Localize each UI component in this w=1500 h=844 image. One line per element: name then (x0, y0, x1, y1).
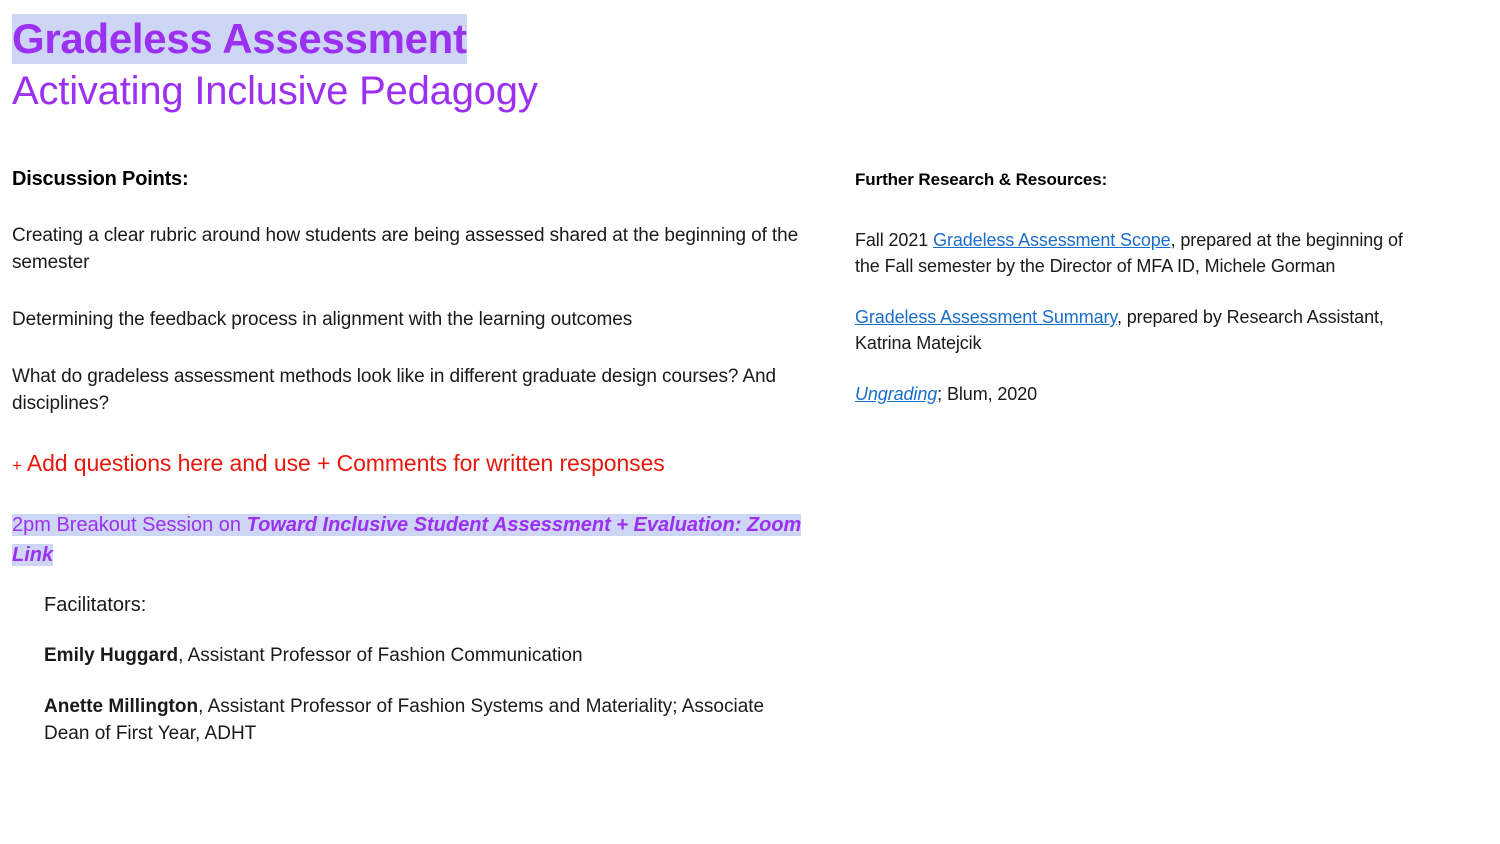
add-questions-prompt-text: Add questions here and use + Comments for written responses (21, 449, 665, 476)
facilitator-name: Emily Huggard (44, 644, 179, 666)
discussion-heading: Discussion Points: (12, 168, 189, 190)
facilitator-name: Anette Millington (44, 695, 199, 717)
facilitator-role: , Assistant Professor of Fashion Systems and Materiality; Associate Dean of First Year, ADHT (44, 695, 765, 744)
breakout-zoom-link[interactable]: Assessment + Evaluation: Zoom Link (12, 513, 802, 566)
discussion-point: What do gradeless assessment methods look like in different graduate design courses? And disciplines? (12, 365, 776, 414)
facilitators-block (44, 594, 802, 748)
resource-suffix: ; Blum, 2020 (937, 384, 1038, 405)
resource-link[interactable]: Ungrading (855, 384, 938, 405)
discussion-column (12, 168, 802, 771)
facilitator-entry (44, 694, 802, 748)
resource-link[interactable]: Gradeless Assessment Scope (933, 230, 1171, 250)
facilitator-role: , Assistant Professor of Fashion Communication (178, 644, 583, 666)
resources-column (855, 170, 1415, 434)
resource-link[interactable]: Gradeless Assessment Summary (855, 307, 1117, 328)
discussion-point: Creating a clear rubric around how students are being assessed shared at the beginning of the semester (12, 225, 799, 273)
add-questions-prompt (12, 448, 802, 480)
resources-heading: Further Research & Resources: (855, 170, 1108, 189)
slide-title: Gradeless Assessment (12, 15, 467, 62)
breakout-lead: 2pm Breakout Session on (12, 513, 247, 536)
facilitators-label: Facilitators: (44, 593, 147, 616)
plus-sign: + (12, 455, 22, 475)
discussion-point: Determining the feedback process in alignment with the learning outcomes (12, 308, 633, 330)
breakout-emphasis-first: Toward Inclusive Student (246, 513, 493, 536)
resource-prefix: Fall 2021 (855, 230, 934, 250)
resource-suffix: , prepared at the beginning of the Fall semester by the Director of MFA ID, Michele Gorman (855, 230, 1403, 276)
resource-suffix: , prepared by Research Assistant, Katrina Matejcik (855, 307, 1384, 353)
resource-item (855, 382, 1415, 408)
facilitator-entry (44, 643, 802, 670)
breakout-session-line (12, 510, 802, 570)
resource-item (855, 305, 1415, 356)
slide-subtitle: Activating Inclusive Pedagogy (12, 68, 538, 113)
title-block (12, 14, 912, 115)
resource-item (855, 228, 1415, 279)
